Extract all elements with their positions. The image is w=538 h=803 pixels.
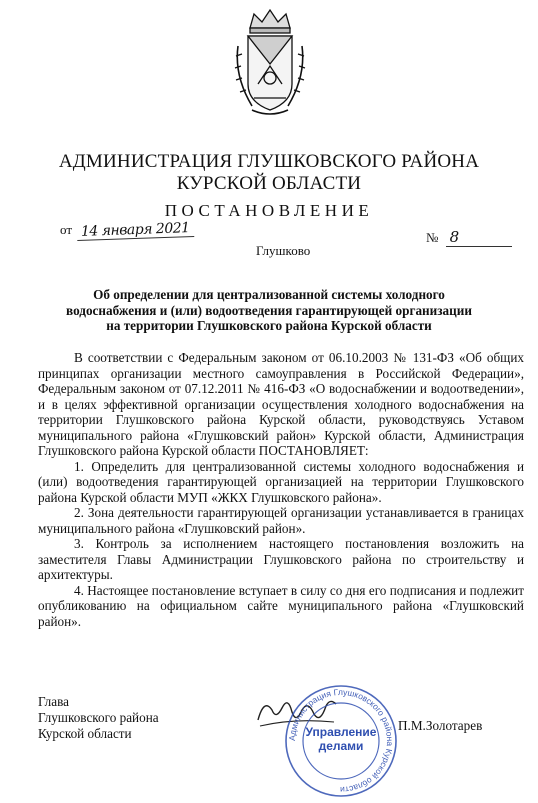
stamp-ring-text: Администрация Глушковского района Курской области	[286, 686, 396, 796]
signatory-title	[38, 694, 159, 742]
title-line: Об определении для централизованной системы холодного	[93, 287, 445, 302]
signatory-line: Курской области	[38, 726, 132, 741]
item-paragraph: 1. Определить для централизованной системы холодного водоснабжения и (или) водоотведения гарантирующей организацией на территории Глушковского района Курской области МУП «ЖКХ Глушковского района».	[38, 458, 524, 505]
date-row	[60, 222, 194, 239]
preamble-paragraph: В соответствии с Федеральным законом от 06.10.2003 № 131-ФЗ «Об общих принципах организации местного самоуправления в Российской Федерации», Федеральным законом от 07.12.2011 № 416-ФЗ «О водоснабжении и водоотведении», и в целях эффективной организации осуществления холодного водоснабжения на территории Глушковского района Курской области, руководствуясь Уставом муниципального района «Глушковский район» Курской области, Администрация Глушковского района Курской области ПОСТАНОВЛЯЕТ:	[38, 350, 524, 458]
organization-region: КУРСКОЙ ОБЛАСТИ	[176, 173, 362, 194]
stamp-text: Управление	[305, 725, 377, 739]
item-paragraph: 2. Зона деятельности гарантирующей организации устанавливается в границах муниципального района «Глушковский район».	[38, 505, 524, 536]
document-type: ПОСТАНОВЛЕНИЕ	[164, 201, 374, 220]
handwritten-number: 8	[446, 228, 512, 247]
date-prefix: от	[60, 222, 73, 237]
handwritten-date: 14 января 2021	[77, 220, 194, 241]
title-line: водоснабжения и (или) водоотведения гарантирующей организации	[66, 302, 472, 318]
organization-name: АДМИНИСТРАЦИЯ ГЛУШКОВСКОГО РАЙОНА	[58, 151, 480, 172]
signatory-line: Глушковского района	[38, 710, 159, 725]
place-name: Глушково	[256, 243, 311, 258]
document-title	[30, 287, 508, 334]
number-row	[426, 228, 512, 247]
item-paragraph: 4. Настоящее постановление вступает в силу со дня его подписания и подлежит опубликованию на официальном сайте муниципального района «Глушковский район».	[38, 582, 524, 629]
coat-of-arms-icon	[232, 6, 308, 118]
signer-name: П.М.Золотарев	[398, 718, 483, 733]
number-prefix: №	[426, 230, 439, 245]
stamp-text: делами	[318, 739, 364, 753]
document-body	[38, 350, 524, 629]
item-paragraph: 3. Контроль за исполнением настоящего постановления возложить на заместителя Главы Администрации Глушковского района по строительству и архитектуры.	[38, 536, 524, 582]
title-line: на территории Глушковского района Курской области	[106, 318, 432, 333]
official-stamp	[284, 684, 398, 798]
signatory-line: Глава	[38, 694, 69, 709]
